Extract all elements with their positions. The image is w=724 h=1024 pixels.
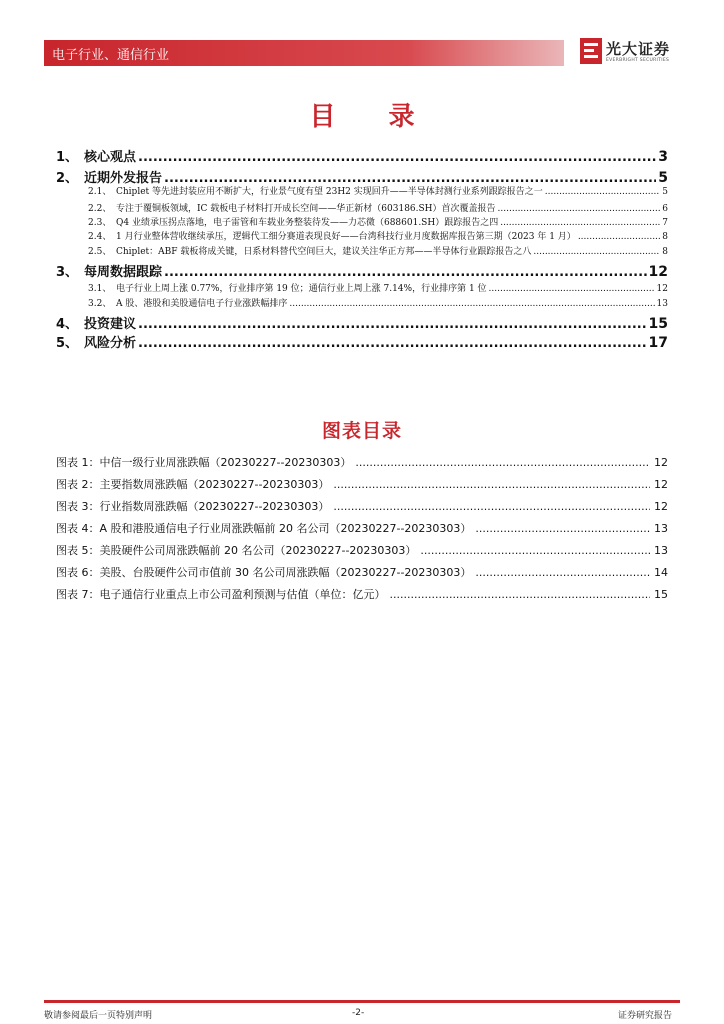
figure-entry[interactable] <box>56 586 668 602</box>
toc-entry[interactable] <box>88 184 668 197</box>
toc-entry[interactable] <box>56 313 668 332</box>
toc-entry-number: 1、 <box>56 150 79 165</box>
toc-entry-number: 5、 <box>56 336 79 351</box>
toc-entry-number: 2.1、 <box>88 187 112 197</box>
toc-entry-number: 4、 <box>56 317 79 332</box>
figure-entry[interactable] <box>56 542 668 558</box>
footer-report-type: 证券研究报告 <box>618 1011 673 1021</box>
brand-logo <box>580 36 680 68</box>
toc-leader-dots <box>533 247 660 257</box>
toc-entry-title: 1 月行业整体营收继续承压，逻辑代工细分赛道表现良好——台湾科技行业月度数据库报告第三期（2023 年 1 月） <box>116 232 576 242</box>
toc-leader-dots <box>138 336 647 351</box>
toc-entry-number: 2.4、 <box>88 232 112 242</box>
figure-entry-label: 图表 6：美股、台股硬件公司市值前 30 名公司周涨跌幅（20230227--20230303） <box>56 566 472 579</box>
brand-subtitle: EVERBRIGHT SECURITIES <box>606 58 670 63</box>
figure-entry-page: 13 <box>654 522 668 535</box>
toc-entry-number: 2.3、 <box>88 218 112 228</box>
toc-entry-page: 12 <box>648 264 668 280</box>
toc-entry-title: 电子行业上周上涨 0.77%，行业排序第 19 位；通信行业上周上涨 7.14%，行业排序第 1 位 <box>116 284 487 294</box>
toc-entry-number: 2.2、 <box>88 204 112 214</box>
toc-entry-title: 投资建议 <box>84 317 137 332</box>
toc-entry[interactable] <box>56 261 668 280</box>
toc-leader-dots <box>500 218 660 228</box>
toc-entry-title: 近期外发报告 <box>84 171 163 186</box>
toc-entry-page: 3 <box>658 149 668 165</box>
figure-entry-page: 13 <box>654 544 668 557</box>
figure-entry[interactable] <box>56 520 668 536</box>
figure-entry-label: 图表 2：主要指数周涨跌幅（20230227--20230303） <box>56 478 330 491</box>
toc-leader-dots <box>545 187 661 197</box>
footer-divider <box>44 1000 680 1003</box>
toc-entry-number: 3.1、 <box>88 284 112 294</box>
toc-entry[interactable] <box>88 201 668 214</box>
toc-entry-page: 5 <box>662 187 668 197</box>
toc-leader-dots <box>138 150 656 165</box>
figure-leader-dots <box>390 588 651 601</box>
toc-entry[interactable] <box>88 281 668 294</box>
toc-leader-dots <box>164 265 647 280</box>
figure-entry-page: 12 <box>654 478 668 491</box>
toc-leader-dots <box>138 317 647 332</box>
figure-entry[interactable] <box>56 498 668 514</box>
figure-entry-label: 图表 5：美股硬件公司周涨跌幅前 20 名公司（20230227--20230303） <box>56 544 417 557</box>
toc-leader-dots <box>498 204 661 214</box>
toc-leader-dots <box>489 284 655 294</box>
figure-entry-label: 图表 7：电子通信行业重点上市公司盈利预测与估值（单位：亿元） <box>56 588 386 601</box>
toc-entry-page: 17 <box>648 335 668 351</box>
everbright-logo-icon <box>580 38 602 64</box>
toc-entry[interactable] <box>56 332 668 351</box>
toc-entry-title: A 股、港股和美股通信电子行业涨跌幅排序 <box>116 299 288 309</box>
figure-leader-dots <box>333 500 650 513</box>
figure-leader-dots <box>475 522 650 535</box>
toc-entry-page: 12 <box>656 284 668 294</box>
figure-entry-label: 图表 1：中信一级行业周涨跌幅（20230227--20230303） <box>56 456 352 469</box>
figure-entry-page: 15 <box>654 588 668 601</box>
toc-entry[interactable] <box>88 296 668 309</box>
figure-entry-page: 14 <box>654 566 668 579</box>
brand-name: 光大证券 <box>606 40 671 58</box>
toc-leader-dots <box>578 232 660 242</box>
toc-entry-number: 3.2、 <box>88 299 112 309</box>
toc-entry-page: 7 <box>662 218 668 228</box>
toc-entry-title: 每周数据跟踪 <box>84 265 163 280</box>
page-number: -2- <box>352 1008 365 1018</box>
footer-disclaimer: 敬请参阅最后一页特别声明 <box>44 1011 153 1021</box>
toc-entry-number: 3、 <box>56 265 79 280</box>
toc-entry[interactable] <box>56 146 668 165</box>
sector-label: 电子行业、通信行业 <box>52 48 170 63</box>
toc-entry-number: 2、 <box>56 171 79 186</box>
toc-entry-title: Q4 业绩承压拐点落地，电子雷管和车载业务整装待发——力芯微（688601.SH）跟踪报告之四 <box>116 218 499 228</box>
figure-entry-page: 12 <box>654 456 668 469</box>
figure-entry[interactable] <box>56 564 668 580</box>
figure-entry[interactable] <box>56 476 668 492</box>
toc-entry-page: 13 <box>656 299 668 309</box>
toc-entry-title: Chiplet：ABF 载板将成关键，日系材料替代空间巨大，建议关注华正方邦——半导体行业跟踪报告之八 <box>116 247 532 257</box>
toc-entry-page: 6 <box>662 204 668 214</box>
figure-entry[interactable] <box>56 454 668 470</box>
figure-entry-label: 图表 4：A 股和港股通信电子行业周涨跌幅前 20 名公司（20230227--20230303） <box>56 522 472 535</box>
toc-entry-title: 专注于覆铜板领域，IC 载板电子材料打开成长空间——华正新材（603186.SH）首次覆盖报告 <box>116 204 496 214</box>
figure-leader-dots <box>355 456 650 469</box>
page-title: 目 录 <box>309 102 437 132</box>
toc-entry-title: Chiplet 等先进封装应用不断扩大，行业景气度有望 23H2 实现回升——半导体封测行业系列跟踪报告之一 <box>116 187 543 197</box>
toc-entry[interactable] <box>88 229 668 242</box>
toc-entry-page: 8 <box>662 247 668 257</box>
figure-leader-dots <box>475 566 650 579</box>
toc-entry-number: 2.5、 <box>88 247 112 257</box>
figure-leader-dots <box>333 478 650 491</box>
figure-leader-dots <box>420 544 650 557</box>
toc-entry-page: 15 <box>648 316 668 332</box>
figures-title: 图表目录 <box>321 420 402 442</box>
toc-entry-page: 5 <box>658 170 668 186</box>
toc-entry[interactable] <box>88 244 668 257</box>
figure-entry-label: 图表 3：行业指数周涨跌幅（20230227--20230303） <box>56 500 330 513</box>
toc-entry-page: 8 <box>662 232 668 242</box>
figure-entry-page: 12 <box>654 500 668 513</box>
toc-entry[interactable] <box>88 215 668 228</box>
toc-entry-title: 核心观点 <box>84 150 137 165</box>
toc-entry-title: 风险分析 <box>84 336 137 351</box>
toc-leader-dots <box>289 299 654 309</box>
